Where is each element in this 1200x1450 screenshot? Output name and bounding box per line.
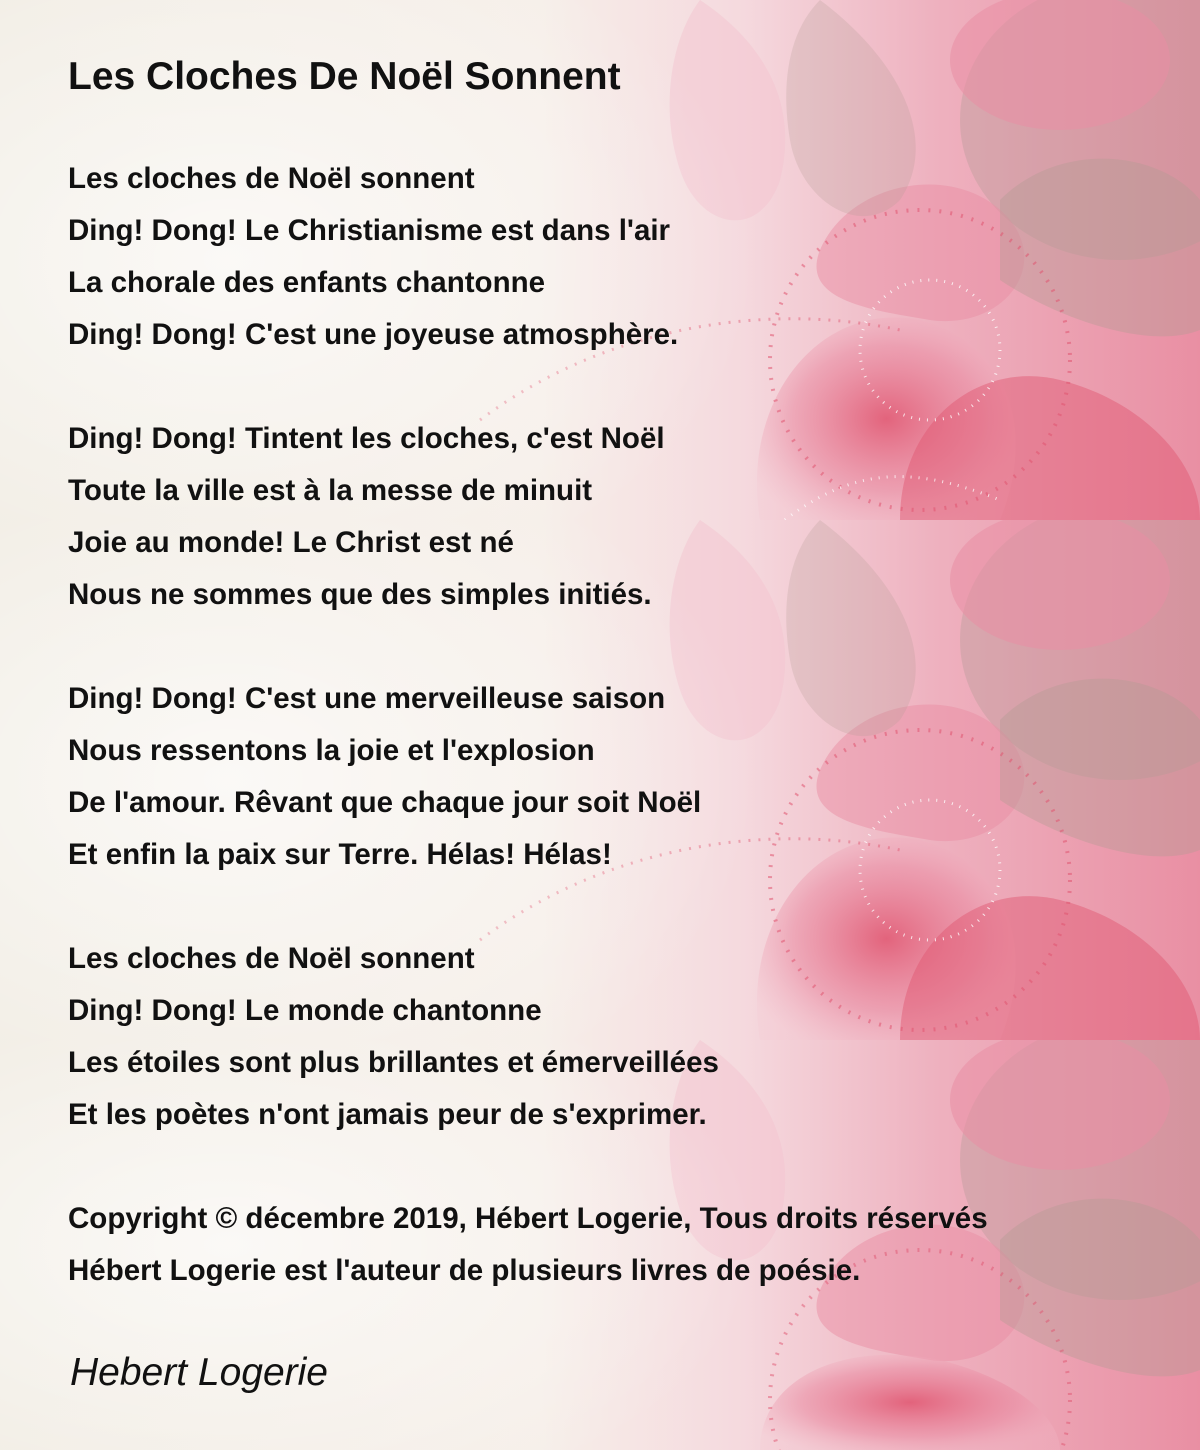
stanza-separator (68, 881, 988, 933)
stanza-3 (68, 673, 988, 881)
poem-line: Ding! Dong! Tintent les cloches, c'est Noël (68, 422, 665, 455)
poem-line: Et enfin la paix sur Terre. Hélas! Hélas! (68, 838, 612, 871)
copyright-line: Copyright © décembre 2019, Hébert Logerie, Tous droits réservés (68, 1202, 988, 1235)
poem-line: Toute la ville est à la messe de minuit (68, 474, 593, 507)
stanza-separator (68, 1141, 988, 1193)
poem-line: Ding! Dong! C'est une merveilleuse saison (68, 682, 666, 715)
stanza-separator (68, 361, 988, 413)
poem-line: Les cloches de Noël sonnent (68, 162, 475, 195)
poem-line: La chorale des enfants chantonne (68, 266, 546, 299)
poem-line: Et les poètes n'ont jamais peur de s'exprimer. (68, 1098, 707, 1131)
author-name: Hebert Logerie (70, 1351, 328, 1394)
poem-line: Ding! Dong! C'est une joyeuse atmosphère. (68, 318, 679, 351)
poem-body (68, 153, 988, 1297)
poem-line: Ding! Dong! Le monde chantonne (68, 994, 542, 1027)
poem-line: Les cloches de Noël sonnent (68, 942, 475, 975)
poem-title: Les Cloches De Noël Sonnent (68, 55, 621, 98)
poem-line: Ding! Dong! Le Christianisme est dans l'air (68, 214, 671, 247)
stanza-1 (68, 153, 988, 361)
copyright-notice (68, 1193, 988, 1297)
poem-line: Les étoiles sont plus brillantes et émerveillées (68, 1046, 719, 1079)
poem-line: Nous ne sommes que des simples initiés. (68, 578, 652, 611)
author-bio-line: Hébert Logerie est l'auteur de plusieurs livres de poésie. (68, 1254, 861, 1287)
stanza-separator (68, 621, 988, 673)
stanza-4 (68, 933, 988, 1141)
poem-line: De l'amour. Rêvant que chaque jour soit Noël (68, 786, 702, 819)
poem-line: Joie au monde! Le Christ est né (68, 526, 514, 559)
poem-line: Nous ressentons la joie et l'explosion (68, 734, 595, 767)
stanza-2 (68, 413, 988, 621)
